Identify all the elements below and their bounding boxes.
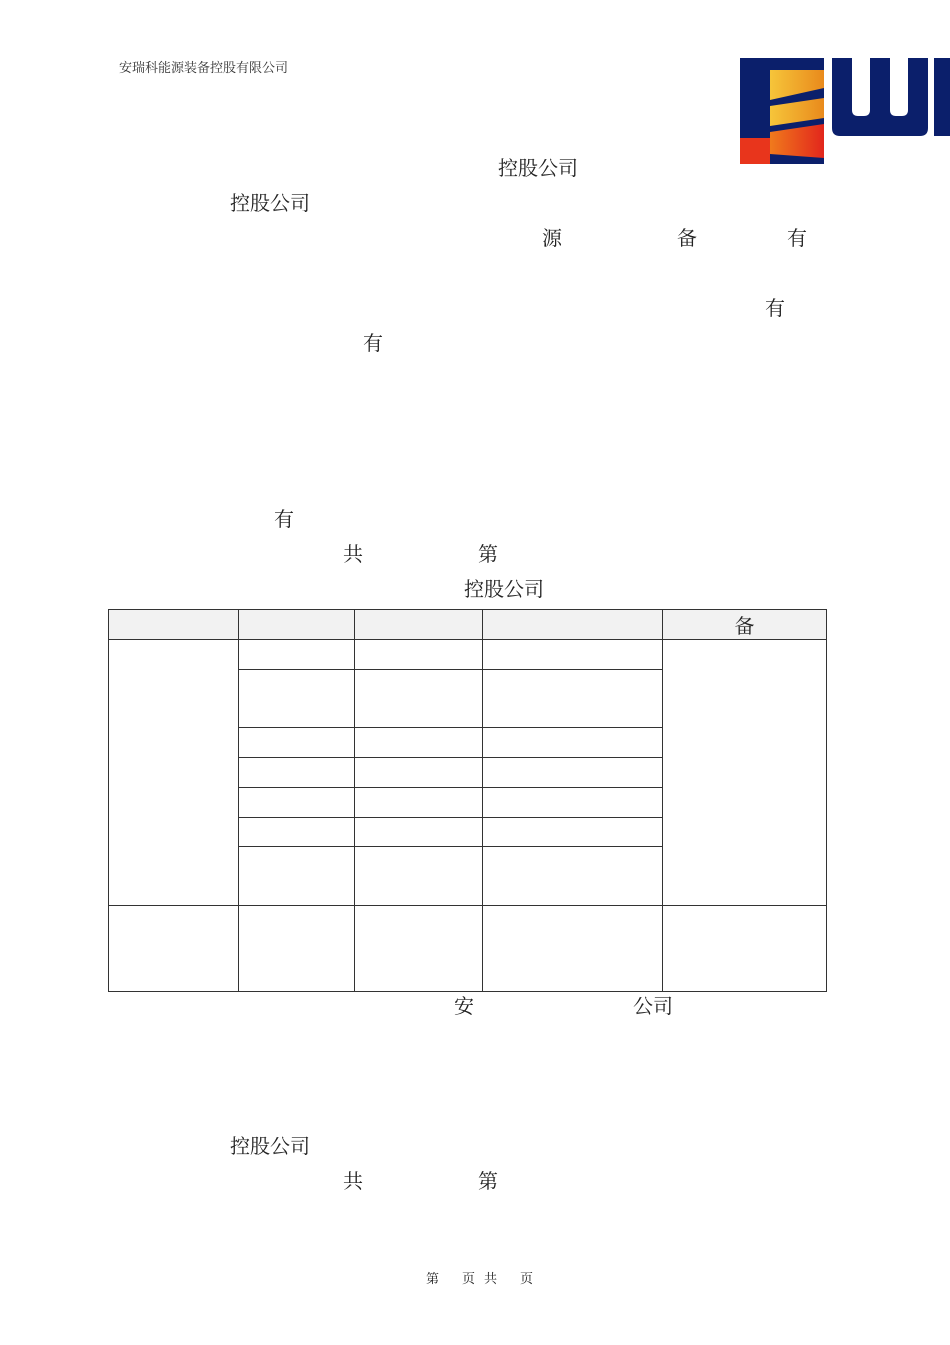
body-text-line-3b: 备 xyxy=(677,226,697,250)
table-cell xyxy=(239,818,355,847)
table-header-cell xyxy=(483,610,663,640)
table-cell xyxy=(663,640,827,906)
table-cell xyxy=(239,788,355,818)
table-cell xyxy=(239,640,355,670)
table-cell xyxy=(355,847,483,906)
footer-page-suffix: 页 xyxy=(462,1272,476,1287)
body-text-line-1: 控股公司 xyxy=(498,156,578,180)
after-table-text-a: 安 xyxy=(454,994,474,1018)
table-row xyxy=(109,906,827,992)
table-cell xyxy=(483,847,663,906)
body-text-line-2: 控股公司 xyxy=(230,191,310,215)
table-cell xyxy=(483,788,663,818)
table-cell xyxy=(663,906,827,992)
footer-total-suffix: 页 xyxy=(520,1272,534,1287)
table-cell xyxy=(483,728,663,758)
table-cell xyxy=(355,788,483,818)
table-cell xyxy=(239,906,355,992)
table-cell xyxy=(355,640,483,670)
table-cell xyxy=(483,906,663,992)
table-cell xyxy=(239,670,355,728)
body-text-line-3a: 源 xyxy=(542,226,562,250)
footer-page-label: 第 xyxy=(426,1272,440,1287)
body-text-line-4: 有 xyxy=(765,296,785,320)
table-cell xyxy=(355,728,483,758)
form-table xyxy=(108,609,827,992)
table-cell xyxy=(483,818,663,847)
table-cell xyxy=(109,640,239,906)
table-cell xyxy=(483,640,663,670)
table-cell xyxy=(239,758,355,788)
header-company-name: 安瑞科能源装备控股有限公司 xyxy=(119,61,289,76)
table-header-cell-remarks: 备 xyxy=(663,610,827,640)
section2-text-line-2a: 共 xyxy=(343,1169,363,1193)
table-header-cell xyxy=(355,610,483,640)
table-title: 控股公司 xyxy=(464,577,544,601)
body-text-line-7a: 共 xyxy=(343,542,363,566)
table-cell xyxy=(355,758,483,788)
body-text-line-7b: 第 xyxy=(478,542,498,566)
table-row xyxy=(109,640,827,670)
table-cell xyxy=(109,906,239,992)
section2-text-line-2b: 第 xyxy=(478,1169,498,1193)
table-cell xyxy=(239,847,355,906)
after-table-text-b: 公司 xyxy=(633,994,673,1018)
body-text-line-6: 有 xyxy=(274,507,294,531)
table-cell xyxy=(355,906,483,992)
table-cell xyxy=(355,818,483,847)
table-header-cell xyxy=(109,610,239,640)
table-header-cell xyxy=(239,610,355,640)
table-cell xyxy=(483,670,663,728)
table-cell xyxy=(483,758,663,788)
body-text-line-5: 有 xyxy=(363,331,383,355)
table-cell xyxy=(355,670,483,728)
company-logo xyxy=(740,58,950,164)
body-text-line-3c: 有 xyxy=(787,226,807,250)
table-cell xyxy=(239,728,355,758)
section2-text-line-1: 控股公司 xyxy=(230,1134,310,1158)
footer-total-label: 共 xyxy=(484,1272,498,1287)
